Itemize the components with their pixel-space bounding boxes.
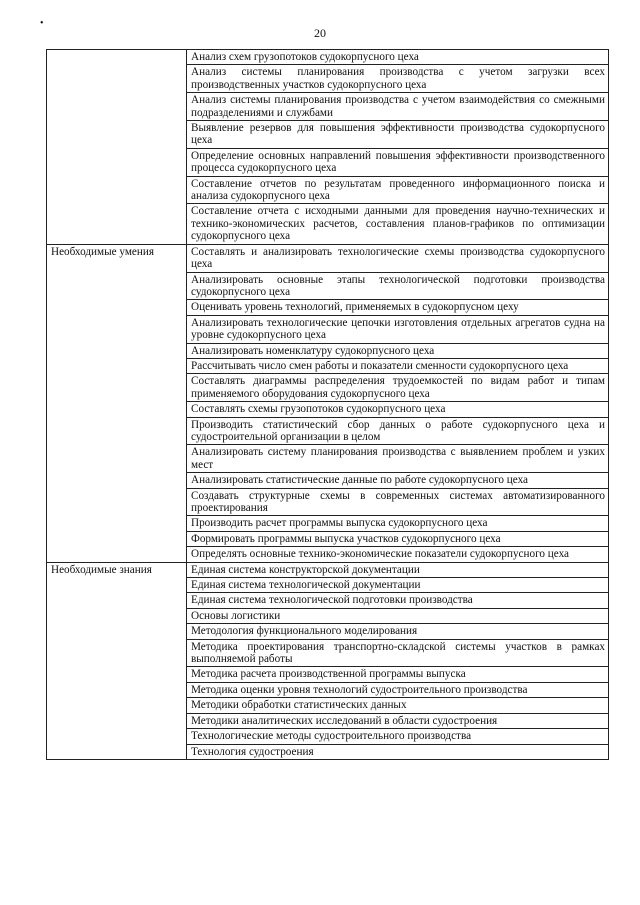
table-row xyxy=(47,244,609,272)
scan-mark: • xyxy=(40,18,44,29)
requirement-cell: Единая система конструкторской документации xyxy=(187,562,609,577)
requirement-cell: Составлять и анализировать технологические схемы производства судокорпусного цеха xyxy=(187,244,609,272)
page-number: 20 xyxy=(314,26,326,40)
requirement-cell: Анализировать номенклатуру судокорпусного цеха xyxy=(187,343,609,358)
category-label: Необходимые знания xyxy=(51,563,152,576)
requirement-cell: Методика расчета производственной программы выпуска xyxy=(187,667,609,682)
requirement-cell: Анализ системы планирования производства с учетом взаимодействия со смежными подразделениями и службами xyxy=(187,93,609,121)
requirement-cell: Производить статистический сбор данных о работе судокорпусного цеха и судостроительной организации в целом xyxy=(187,417,609,445)
table-row xyxy=(47,562,609,577)
requirement-cell: Рассчитывать число смен работы и показатели сменности судокорпусного цеха xyxy=(187,358,609,373)
category-label: Необходимые умения xyxy=(51,245,154,258)
requirement-cell: Производить расчет программы выпуска судокорпусного цеха xyxy=(187,516,609,531)
requirement-cell: Технологические методы судостроительного производства xyxy=(187,729,609,744)
requirement-cell: Составлять схемы грузопотоков судокорпусного цеха xyxy=(187,402,609,417)
table-row xyxy=(47,50,609,65)
requirement-cell: Определение основных направлений повышения эффективности производственного процесса судокорпусного цеха xyxy=(187,148,609,176)
requirement-cell: Методика оценки уровня технологий судостроительного производства xyxy=(187,682,609,697)
requirement-cell: Формировать программы выпуска участков судокорпусного цеха xyxy=(187,531,609,546)
requirement-cell: Анализ схем грузопотоков судокорпусного цеха xyxy=(187,50,609,65)
requirement-cell: Оценивать уровень технологий, применяемых в судокорпусном цеху xyxy=(187,300,609,315)
category-cell xyxy=(47,562,187,759)
requirement-cell: Анализ системы планирования производства с учетом загрузки всех производственных участков судокорпусного цеха xyxy=(187,65,609,93)
requirement-cell: Составление отчетов по результатам проведенного информационного поиска и анализа судокорпусного цеха xyxy=(187,176,609,204)
requirement-cell: Методика проектирования транспортно-складской системы участков в рамках выполняемой работы xyxy=(187,639,609,667)
requirement-cell: Методология функционального моделирования xyxy=(187,624,609,639)
requirement-cell: Анализировать технологические цепочки изготовления отдельных агрегатов судна на уровне судокорпусного цеха xyxy=(187,315,609,343)
category-cell xyxy=(47,50,187,245)
requirements-table xyxy=(46,49,609,760)
requirement-cell: Методики обработки статистических данных xyxy=(187,698,609,713)
requirement-cell: Основы логистики xyxy=(187,608,609,623)
requirement-cell: Составлять диаграммы распределения трудоемкостей по видам работ и типам применяемого оборудования судокорпусного цеха xyxy=(187,374,609,402)
table-body xyxy=(47,50,609,760)
requirement-cell: Выявление резервов для повышения эффективности производства судокорпусного цеха xyxy=(187,121,609,149)
requirement-cell: Анализировать систему планирования производства с выявлением проблем и узких мест xyxy=(187,445,609,473)
requirement-cell: Методики аналитических исследований в области судостроения xyxy=(187,713,609,728)
requirement-cell: Анализировать статистические данные по работе судокорпусного цеха xyxy=(187,473,609,488)
requirement-cell: Составление отчета с исходными данными для проведения научно-технических и технико-экономических расчетов, составления планов-графиков по оптимизации судокорпусного цеха xyxy=(187,204,609,244)
requirement-cell: Создавать структурные схемы в современных системах автоматизированного проектирования xyxy=(187,488,609,516)
requirement-cell: Единая система технологической подготовки производства xyxy=(187,593,609,608)
requirement-cell: Технология судостроения xyxy=(187,744,609,759)
category-cell xyxy=(47,244,187,562)
requirement-cell: Определять основные технико-экономические показатели судокорпусного цеха xyxy=(187,547,609,562)
requirement-cell: Анализировать основные этапы технологической подготовки производства судокорпусного цеха xyxy=(187,272,609,300)
requirement-cell: Единая система технологической документации xyxy=(187,578,609,593)
